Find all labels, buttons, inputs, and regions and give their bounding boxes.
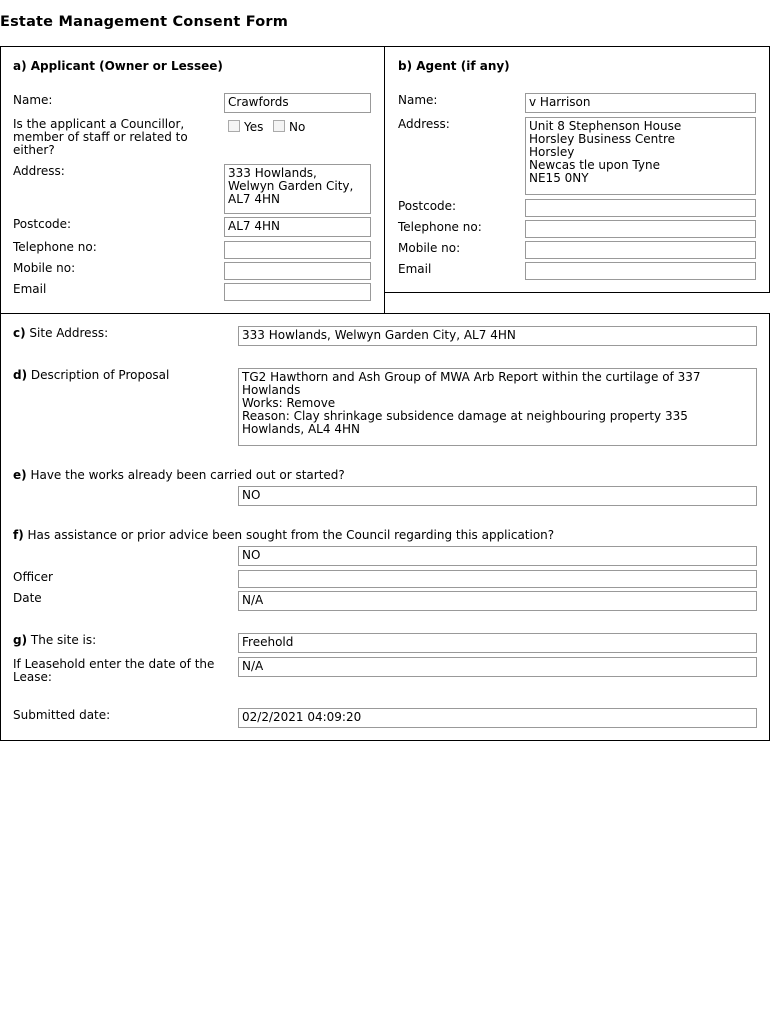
councillor-question-label: Is the applicant a Councillor, member of staff or related to either? (13, 117, 188, 157)
site-address-label (13, 327, 108, 340)
agent-mobile-label: Mobile no: (398, 241, 461, 255)
applicant-telephone-field[interactable] (224, 241, 371, 259)
yes-checkbox[interactable] (228, 120, 240, 132)
agent-address-label: Address: (398, 117, 450, 131)
yes-label: Yes (244, 120, 264, 134)
applicant-email-label: Email (13, 282, 47, 296)
prior-advice-field[interactable]: NO (238, 546, 757, 566)
proposal-field[interactable]: TG2 Hawthorn and Ash Group of MWA Arb Report within the curtilage of 337 Howlands Works: Remove Reason: Clay shrinkage subsidence damage at neighbouring property 335 Howlands, AL4 4HN (238, 368, 757, 446)
works-started-prefix: e) (13, 468, 27, 482)
applicant-mobile-field[interactable] (224, 262, 371, 280)
works-started-text: Have the works already been carried out or started? (26, 468, 345, 482)
applicant-email-field[interactable] (224, 283, 371, 301)
proposal-prefix: d) (13, 368, 28, 382)
applicant-postcode-field[interactable]: AL7 4HN (224, 217, 371, 237)
agent-postcode-field[interactable] (525, 199, 756, 217)
agent-telephone-label: Telephone no: (398, 220, 482, 234)
councillor-yes-option[interactable] (228, 120, 263, 134)
prior-advice-prefix: f) (13, 528, 24, 542)
agent-mobile-field[interactable] (525, 241, 756, 259)
agent-name-label: Name: (398, 93, 438, 107)
site-tenure-prefix: g) (13, 633, 28, 647)
submitted-date-field[interactable]: 02/2/2021 04:09:20 (238, 708, 757, 728)
prior-advice-label (13, 529, 554, 542)
lease-date-field[interactable]: N/A (238, 657, 757, 677)
agent-email-field[interactable] (525, 262, 756, 280)
applicant-address-label: Address: (13, 164, 65, 178)
agent-email-label: Email (398, 262, 432, 276)
agent-telephone-field[interactable] (525, 220, 756, 238)
site-address-prefix: c) (13, 326, 26, 340)
site-tenure-field[interactable]: Freehold (238, 633, 757, 653)
applicant-mobile-label: Mobile no: (13, 261, 76, 275)
officer-field[interactable] (238, 570, 757, 588)
applicant-telephone-label: Telephone no: (13, 240, 97, 254)
agent-name-field[interactable]: v Harrison (525, 93, 756, 113)
applicant-heading: a) Applicant (Owner or Lessee) (13, 59, 223, 73)
applicant-name-field[interactable]: Crawfords (224, 93, 371, 113)
works-started-label (13, 469, 345, 482)
lease-date-label: If Leasehold enter the date of the Lease: (13, 657, 215, 684)
agent-heading: b) Agent (if any) (398, 59, 510, 73)
proposal-label (13, 369, 169, 382)
site-tenure-text: The site is: (27, 633, 97, 647)
proposal-text: Description of Proposal (27, 368, 170, 382)
councillor-no-option[interactable] (273, 120, 305, 134)
site-address-text: Site Address: (25, 326, 109, 340)
no-label: No (289, 120, 306, 134)
prior-advice-text: Has assistance or prior advice been sought from the Council regarding this application? (23, 528, 555, 542)
works-started-field[interactable]: NO (238, 486, 757, 506)
site-address-field[interactable]: 333 Howlands, Welwyn Garden City, AL7 4HN (238, 326, 757, 346)
agent-address-field[interactable]: Unit 8 Stephenson House Horsley Business Centre Horsley Newcas tle upon Tyne NE15 0NY (525, 117, 756, 195)
officer-label: Officer (13, 570, 53, 584)
submitted-date-label: Submitted date: (13, 708, 111, 722)
date-label: Date (13, 591, 42, 605)
no-checkbox[interactable] (273, 120, 285, 132)
form-title: Estate Management Consent Form (0, 14, 289, 30)
date-field[interactable]: N/A (238, 591, 757, 611)
applicant-postcode-label: Postcode: (13, 217, 72, 231)
agent-postcode-label: Postcode: (398, 199, 457, 213)
site-tenure-label (13, 634, 96, 647)
applicant-name-label: Name: (13, 93, 53, 107)
applicant-address-field[interactable]: 333 Howlands, Welwyn Garden City, AL7 4HN (224, 164, 371, 214)
